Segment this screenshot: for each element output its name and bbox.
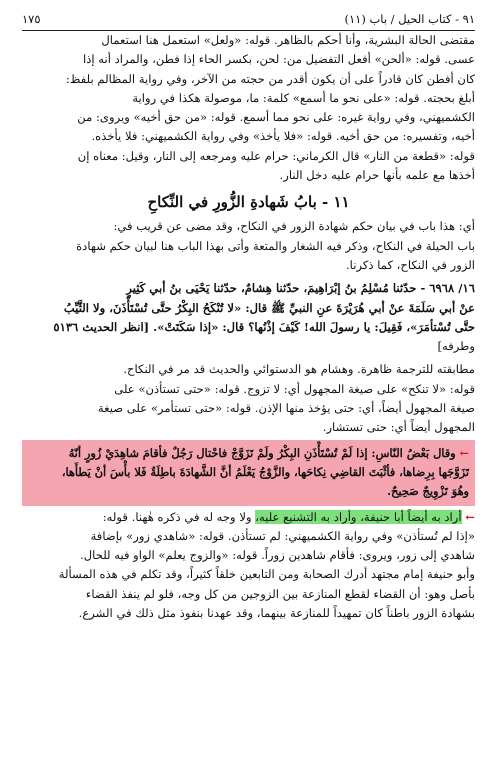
hadith-line: عنْ أبي سَلَمَةَ عنْ أبي هُرَيْرَةَ عنِ النبيِّ ﷺ قال: «لا تُنْكَحُ البِكْرُ حتَّى تُسْتَأْذَنَ، ولا الثَّيِّبُ bbox=[63, 300, 475, 315]
final-line: شاهدي إلى زور، ويروى: فأقام شاهدين زوراً. قوله: «والزوج يعلم» الواو فيه للحال. bbox=[80, 548, 475, 563]
highlight-line: تَزَوَّجَها بِرِضاها، فأثْبَتَ القاضِي نِكاحَها، والزَّوْجُ يَعْلَمُ أنَّ الشَّهادَةَ باطِلَةٌ فَلا بأْسَ أنْ يَطأَها، bbox=[61, 464, 469, 479]
hadith-line: حدّثنا مُسْلِمُ بنُ إبْرَاهِيمَ، حدّثنا هِشامٌ، حدّثنا يَحْيَى بنُ أبي كَثِيرٍ bbox=[126, 281, 417, 296]
text-after-highlight: ولا وجه له في ذكره هٰهنا. قوله: bbox=[102, 509, 252, 524]
hadith-number: ١٦/ ٦٩٦٨ - bbox=[420, 281, 475, 296]
commentary-line: مطابقته للترجمة ظاهرة. وهشام هو الدستوائي والحديث قد مر في النكاح. bbox=[123, 362, 475, 377]
paragraph-line: مقتضى الحالة البشرية، وأنا أحكم بالظاهر. قوله: «ولعل» استعمل هنا استعمال bbox=[101, 33, 475, 47]
paragraph-line: أخذها مع علمه بأنها حرام عليه دخل النار. bbox=[279, 168, 475, 183]
green-highlight-text: أراد به أيضاً أبا حنيفة، وأراد به التشنيع عليه، bbox=[255, 509, 462, 524]
highlight-line: وقال بَعْضُ النّاسِ: إذا لَمْ تُسْتَأْذَنِ البِكْرُ ولَمْ تَزَوَّجْ فاحْتال رَجُلٌ فأقامَ شاهِدَيْ زُورٍ أنّهُ bbox=[68, 445, 456, 460]
hadith-line: حتَّى تُسْتأمَرَ»، فَقِيلَ: يا رسولَ الله! كَيْفَ إذْنُها؟ قال: «إذا سَكَتَتْ». [انظر الحديث ٥١٣٦ bbox=[53, 319, 475, 334]
chapter-title: ١١ - بابُ شَهادةِ الزُّورِ في النِّكاحِ bbox=[147, 193, 350, 212]
commentary-line: المجهول أيضاً أي: حتى تستشار. bbox=[322, 420, 475, 435]
page-header bbox=[22, 12, 475, 31]
final-line: وأبو حنيفة إمام مجتهد أدرك الصحابة ومن التابعين خلقاً كثيراً، وقد تكلم في هذه المسألة bbox=[58, 567, 475, 582]
highlighted-text-block bbox=[22, 440, 475, 506]
document-page bbox=[22, 12, 475, 623]
hadith-line: وطرفه] bbox=[437, 339, 475, 354]
arrow-icon: ← bbox=[465, 509, 475, 524]
commentary-line: قوله: «لا تنكح» على صيغة المجهول أي: لا تزوج. قوله: «حتى تستأذن» على bbox=[114, 381, 475, 396]
final-line: بشهادة الزور باطناً كان تمهيداً للمنازعة بينهما، وقد عهدنا بنفوذ مثل ذلك في الشرع. bbox=[78, 606, 475, 621]
paragraph-line: الكشميهني، وفي رواية غيره: على نحو مما أسمع. قوله: «من حق أخيه» ويروى: من bbox=[77, 110, 475, 125]
page-number: ١٧٥ bbox=[22, 12, 41, 26]
intro-line: باب الحيلة في النكاح، وذكر فيه الشغار والمتعة وأتى بهذا الباب هنا لبيان حكم شهادة bbox=[76, 238, 475, 253]
paragraph-line: قوله: «قطعة من النار» قال الكرماني: حرام عليه ومرجعه إلى النار، وقيل: معناه إن bbox=[77, 148, 475, 163]
intro-line: الزور في النكاح، كما ذكرنا. bbox=[346, 257, 475, 272]
paragraph-line: كان أفطن كان قادراً على أن يكون أقدر من حجته من الآخر، وفي رواية المظالم بلفظ: bbox=[65, 71, 475, 86]
arrow-icon: ← bbox=[459, 445, 469, 460]
paragraph-line: عسى. قوله: «ألحن» أفعل التفضيل من: لحن، بكسر الحاء إذا فطن، والمراد أنه إذا bbox=[83, 52, 475, 67]
intro-line: أي: هذا باب في بيان حكم شهادة الزور في النكاح، وقد مضى عن قريب في: bbox=[113, 219, 475, 234]
paragraph-line: أخيه، وتفسيره: من حق أخيه. قوله: «فلا يأخذ» وفي رواية الكشميهني: فلا يأخذه. bbox=[91, 129, 475, 144]
running-title: ٩١ - كتاب الحيل / باب (١١) bbox=[344, 12, 475, 26]
paragraph-line: أبلغ بحجته. قوله: «على نحو ما أسمع» كلمة: ما، موصولة هكذا في رواية bbox=[132, 90, 475, 105]
hadith-block bbox=[22, 279, 475, 356]
commentary-line: صيغة المجهول أيضاً، أي: حتى يؤخذ منها الإذن. قوله: «حتى تستأمر» على صيغة bbox=[97, 401, 475, 416]
highlight-line: وهُوَ تَزْوِيجٌ صَحِيحٌ. bbox=[387, 484, 469, 499]
final-line: بأصل وهو: أن القضاء لقطع المنازعة بين الزوجين من كل وجه، فلو لم ينفذ القضاء bbox=[85, 586, 475, 601]
final-line: «إذا لم تُستأذن» وفي رواية الكشميهني: لم تستأذن. قوله: «شاهدي زور» بإضافة bbox=[90, 528, 475, 543]
